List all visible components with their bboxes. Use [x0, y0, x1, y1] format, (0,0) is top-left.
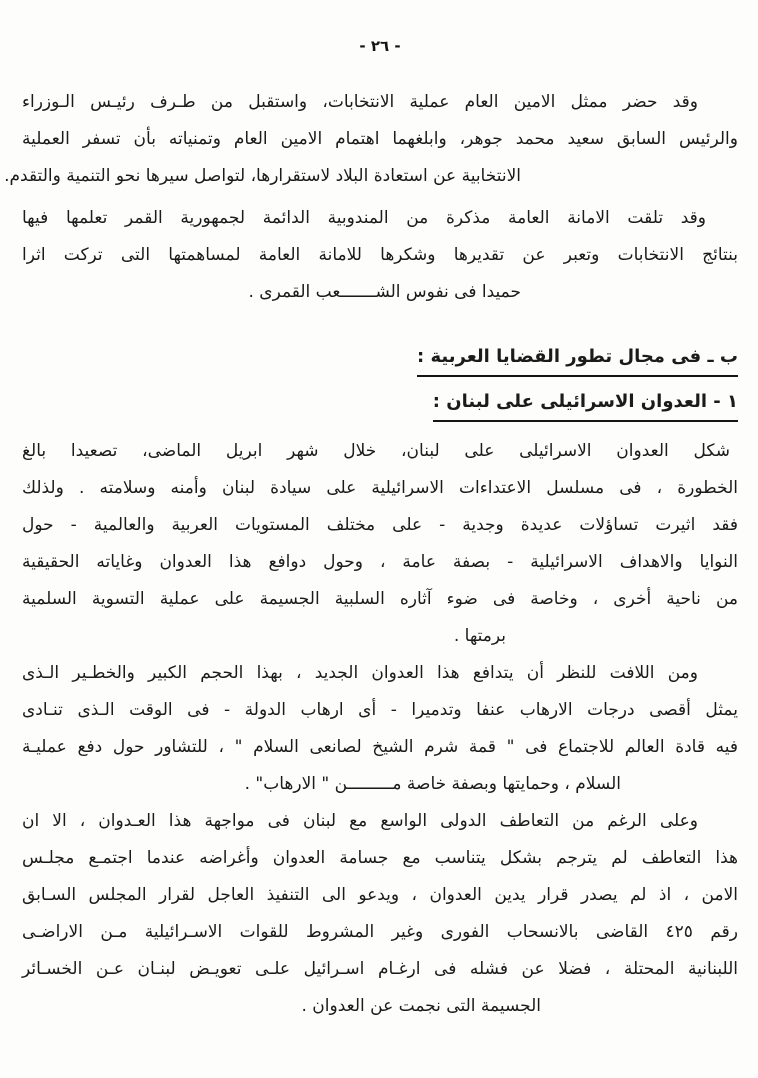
text-line: السلام ، وحمايتها وبصفة خاصة مـــــــــن " الارهاب" .: [244, 774, 621, 794]
text-line: الخطورة ، فى مسلسل الاعتداءات الاسرائيلية على سيادة لبنان وأمنه وسلامته . ولذلك: [22, 478, 738, 498]
text-line: وقد حضر ممثل الامين العام عملية الانتخابات، واستقبل من طـرف رئيـس الـوزراء: [22, 92, 698, 112]
text-line: ومن اللافت للنظر أن يتدافع هذا العدوان الجديد ، بهذا الحجم الكبير والخطـير الـذى: [22, 663, 698, 683]
subsection-heading-israeli-aggression: [22, 390, 738, 422]
text-line: وقد تلقت الامانة العامة مذكرة من المندوبية الدائمة لجمهورية القمر تعلمها فيها: [22, 208, 706, 228]
text-line: الانتخابية عن استعادة البلاد لاستقرارها، لتواصل سيرها نحو التنمية والتقدم.: [4, 166, 521, 186]
text-line: يمثل أقصى درجات الارهاب عنفا وتدميرا - أى ارهاب الدولة - فى الوقت الـذى تنـادى: [22, 700, 738, 720]
paragraph-security-council: [22, 803, 738, 1025]
text-line: اللبنانية المحتلة ، فضلا عن فشله فى ارغـام اسـرائيل علـى تعويـض لبنـان عـن الخسـائر: [22, 959, 738, 979]
text-line: برمتها .: [453, 626, 506, 646]
section-heading-arab-issues: [22, 345, 738, 377]
paragraph-elections: [4, 84, 738, 195]
text-line: بنتائج الانتخابات وتعبر عن تقديرها وشكرها للامانة العامة لمساهمتها التى تركت اثرا: [22, 245, 738, 265]
text-line: فقد اثيرت تساؤلات عديدة وجدية - على مختلف المستويات العربية والعالمية - حول: [22, 515, 738, 535]
text-line: فيه قادة العالم للاجتماع فى " قمة شرم الشيخ لصانعى السلام " ، للتشاور حول دفع عمليـة: [22, 737, 738, 757]
paragraph-aggression-description: [22, 433, 738, 655]
text-line: والرئيس السابق سعيد محمد جوهر، وابلغهما اهتمام الامين العام وتمنياته بأن تسفر العملية: [22, 129, 738, 149]
text-line: الامن ، اذ لم يصدر قرار يدين العدوان ، ويدعو الى التنفيذ العاجل لقرار المجلس السـابق: [22, 885, 738, 905]
section-heading-arab-issues-text: ب ـ فى مجال تطور القضايا العربية :: [417, 345, 738, 377]
paragraph-memorandum: [22, 200, 738, 311]
text-line: الجسيمة التى نجمت عن العدوان .: [301, 996, 541, 1016]
text-line: حميدا فى نفوس الشـــــــعب القمرى .: [248, 282, 521, 302]
page-number: - ٢٦ -: [359, 37, 401, 55]
text-line: رقم ٤٢٥ القاضى بالانسحاب الفورى وغير المشروط للقوات الاسـرائيلية مـن الاراضـى: [22, 922, 738, 942]
text-line: من ناحية أخرى ، وخاصة فى ضوء آثاره السلبية الجسيمة على عملية التسوية السلمية: [22, 589, 738, 609]
text-line: هذا التعاطف لم يترجم بشكل يتناسب مع جسامة العدوان وأغراضه عندما اجتمـع مجلـس: [22, 848, 738, 868]
subsection-heading-israeli-aggression-text: ١ - العدوان الاسرائيلى على لبنان :: [433, 390, 738, 422]
text-line: وعلى الرغم من التعاطف الدولى الواسع مع لبنان فى مواجهة هذا العـدوان ، الا ان: [22, 811, 698, 831]
text-line: النوايا والاهداف الاسرائيلية - بصفة عامة ، وحول دوافع هذا العدوان وغاياته الحقيقية: [22, 552, 738, 572]
text-line: شكل العدوان الاسرائيلى على لبنان، خلال شهر ابريل الماضى، تصعيدا بالغ: [22, 441, 730, 461]
paragraph-state-terrorism: [22, 655, 738, 803]
